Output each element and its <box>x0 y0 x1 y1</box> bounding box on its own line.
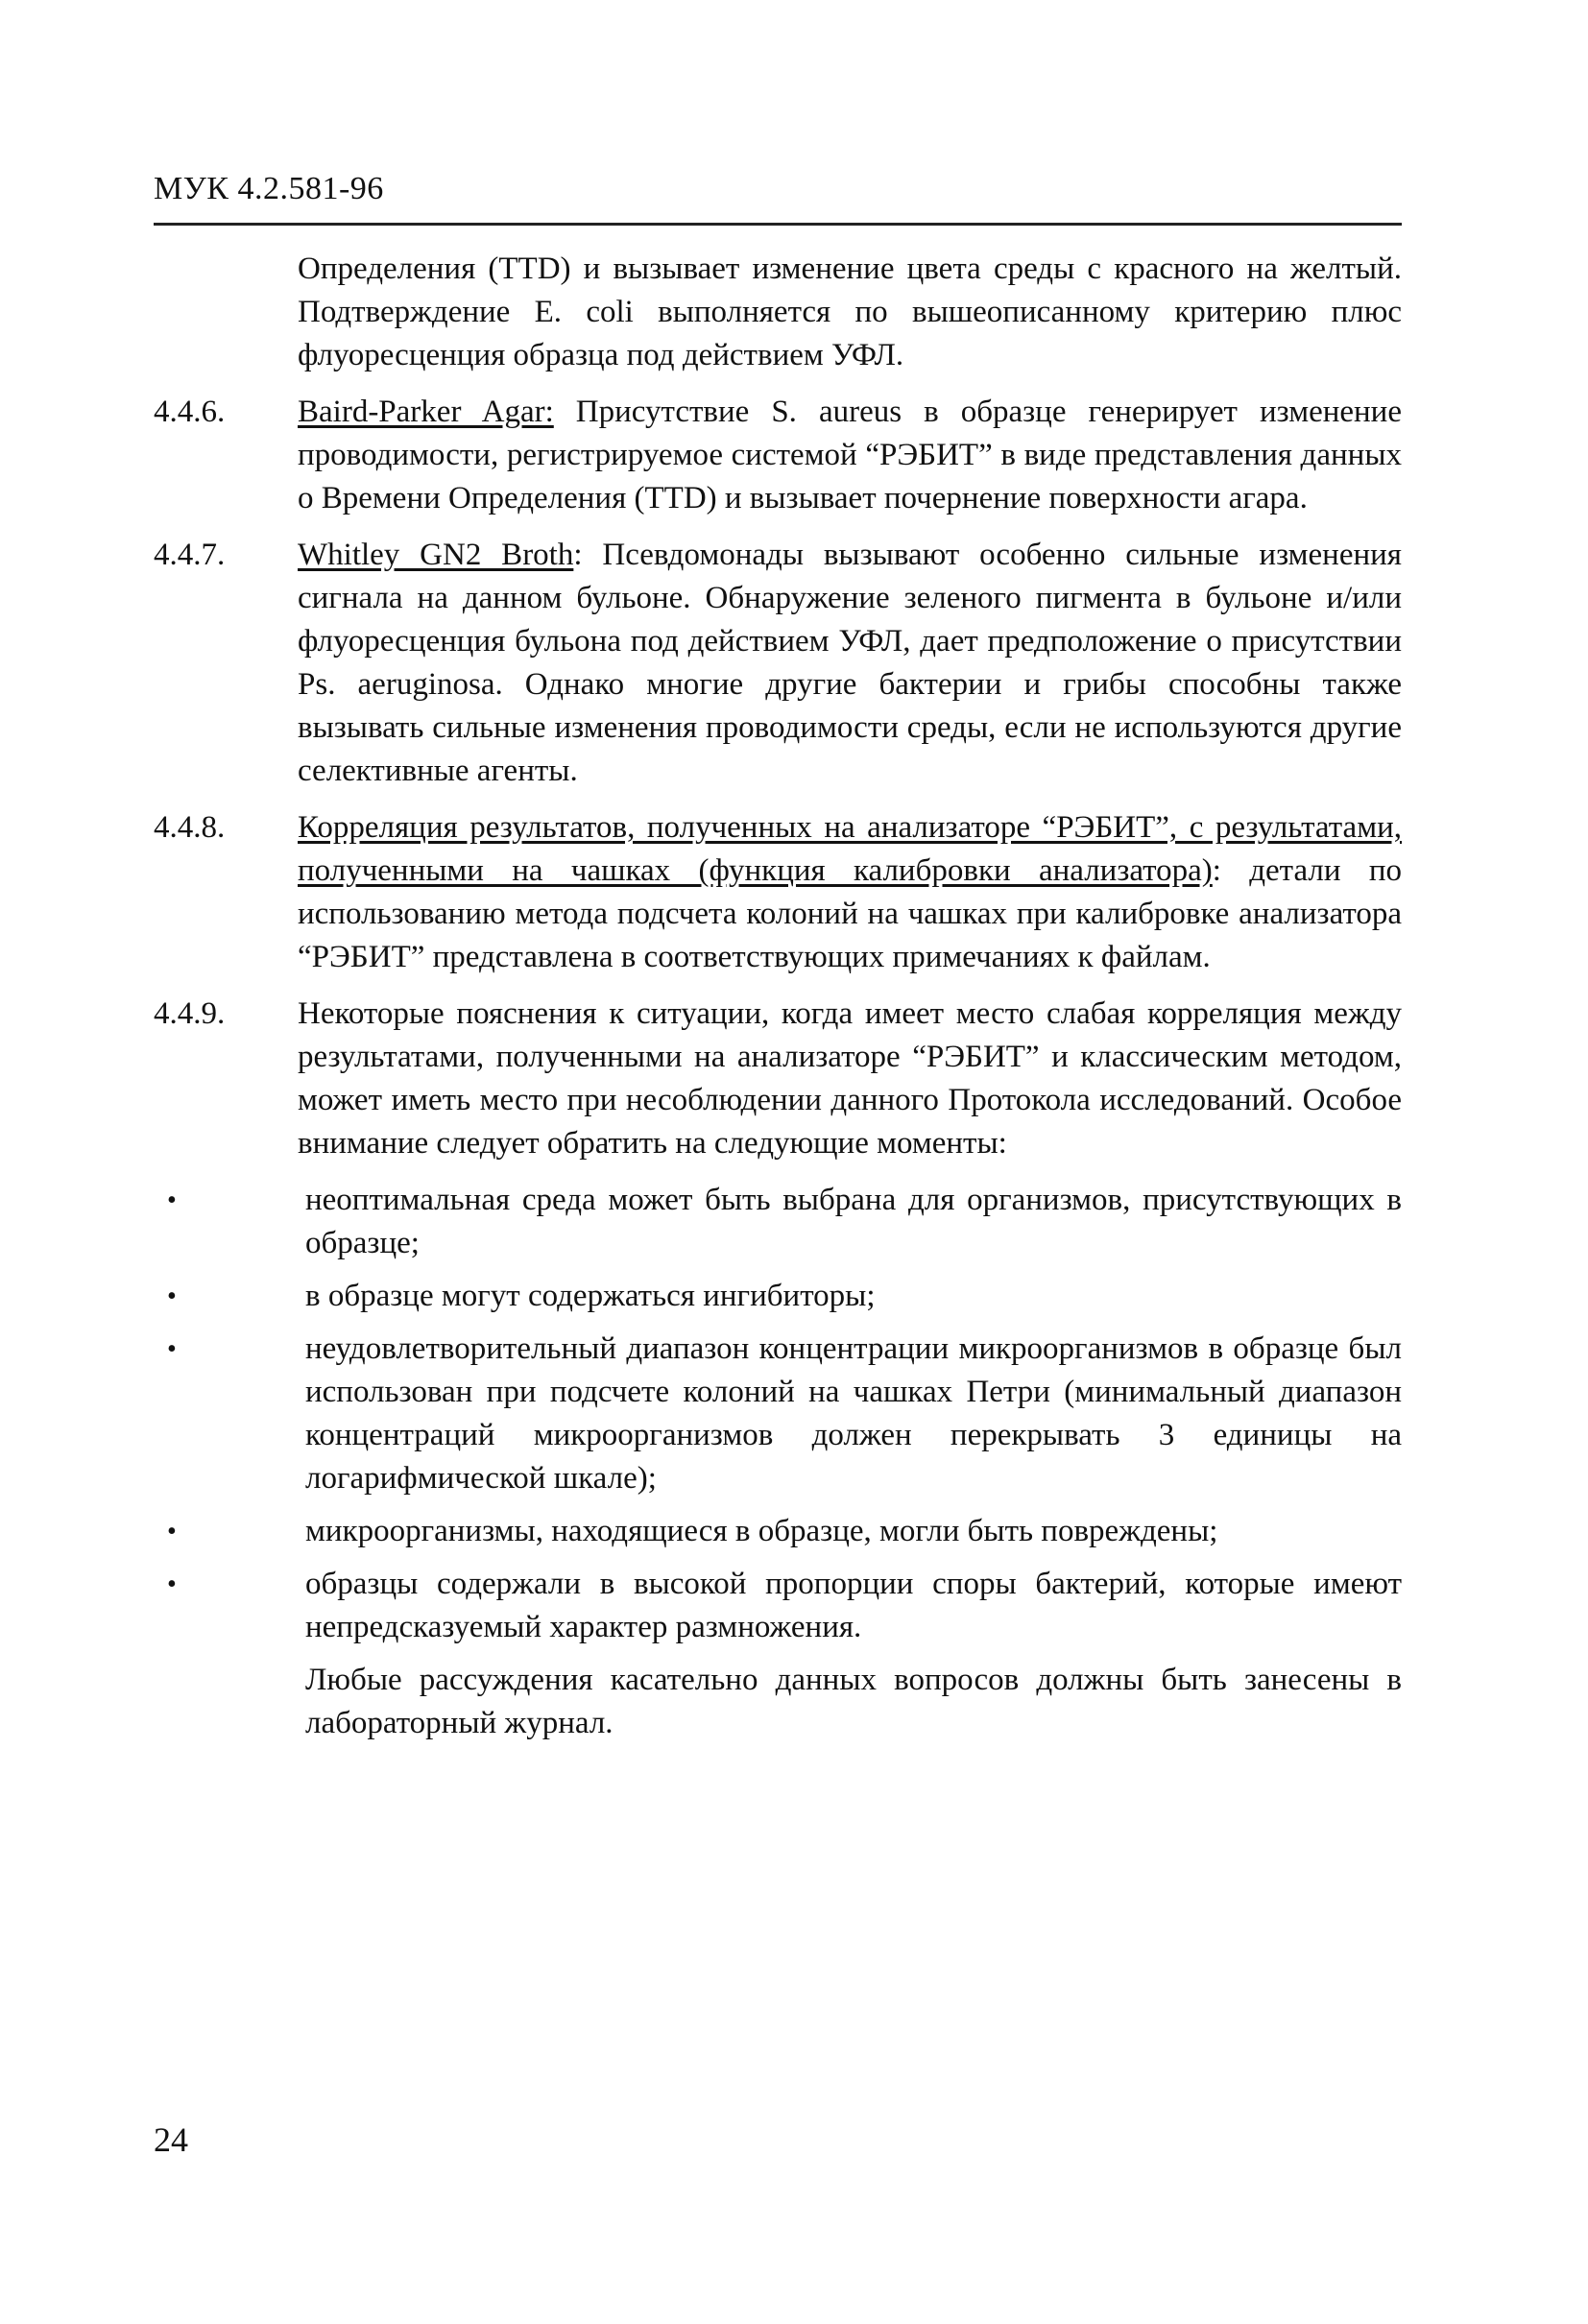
bullet-text: образцы содержали в высокой пропорции споры бактерий, которые имеют непредсказуемый характер размножения. <box>305 1567 1402 1644</box>
bullet-icon: • <box>167 1334 177 1364</box>
bullet-icon: • <box>167 1569 177 1599</box>
bullet-text: в образце могут содержаться ингибиторы; <box>305 1279 876 1313</box>
bullet-item <box>154 1179 1402 1265</box>
section-4-4-8 <box>154 806 1402 979</box>
bullet-icon: • <box>167 1517 177 1546</box>
section-number: 4.4.9. <box>154 996 226 1031</box>
section-number: 4.4.8. <box>154 810 226 845</box>
section-title: Корреляция результатов, полученных на анализаторе “РЭБИТ”, с результатами, полученными на чашках (функция калибровки анализатора) <box>298 810 1402 888</box>
section-4-4-7 <box>154 534 1402 793</box>
section-title: Baird-Parker Agar: <box>298 395 554 429</box>
document-body <box>154 248 1402 1745</box>
section-title: Whitley GN2 Broth <box>298 538 574 572</box>
header-divider <box>154 223 1402 226</box>
section-text: Присутствие S. aureus в образце генерирует изменение проводимости, регистрируемое системой “РЭБИТ” в виде представления данных о Времени Определения (TTD) и вызывает почернение поверхности агара. <box>298 395 1402 515</box>
section-number: 4.4.7. <box>154 538 226 572</box>
bullet-text: микроорганизмы, находящиеся в образце, могли быть повреждены; <box>305 1514 1218 1548</box>
continuation-paragraph: Определения (TTD) и вызывает изменение цвета среды с красного на желтый. Подтверждение E. coli выполняется по вышеописанному критерию плюс флуоресценция образца под действием УФЛ. <box>298 252 1402 372</box>
bullet-item <box>154 1328 1402 1500</box>
document-code-header: МУК 4.2.581-96 <box>154 171 384 206</box>
section-number: 4.4.6. <box>154 395 226 429</box>
section-text: Некоторые пояснения к ситуации, когда имеет место слабая корреляция между результатами, полученными на анализаторе “РЭБИТ” и классическим методом, может иметь место при несоблюдении данного Протокола исследований. Особое внимание следует обратить на следующие моменты: <box>298 996 1402 1161</box>
bullet-text: неоптимальная среда может быть выбрана для организмов, присутствующих в образце; <box>305 1183 1402 1260</box>
bullet-icon: • <box>167 1186 177 1215</box>
bullet-icon: • <box>167 1282 177 1311</box>
bullet-item <box>154 1563 1402 1649</box>
closing-paragraph: Любые рассуждения касательно данных вопросов должны быть занесены в лабораторный журнал. <box>305 1663 1402 1740</box>
section-4-4-6 <box>154 391 1402 520</box>
section-text: : детали по использованию метода подсчета колоний на чашках при калибровке анализатора “РЭБИТ” представлена в соответствующих примечаниях к файлам. <box>298 853 1403 974</box>
bullet-item <box>154 1510 1402 1553</box>
page-number: 24 <box>154 2120 188 2159</box>
section-text: : Псевдомонады вызывают особенно сильные изменения сигнала на данном бульоне. Обнаружение зеленого пигмента в бульоне и/или флуоресценция бульона под действием УФЛ, дает предположение о присутствии Ps. aeruginosa. Однако многие другие бактерии и грибы способны также вызывать сильные изменения проводимости среды, если не используются другие селективные агенты. <box>298 538 1402 788</box>
bullet-item <box>154 1275 1402 1318</box>
section-4-4-9 <box>154 993 1402 1165</box>
bullet-text: неудовлетворительный диапазон концентрации микроорганизмов в образце был использован при подсчете колоний на чашках Петри (минимальный диапазон концентраций микроорганизмов должен перекрывать 3 единицы на логарифмической шкале); <box>305 1331 1402 1496</box>
